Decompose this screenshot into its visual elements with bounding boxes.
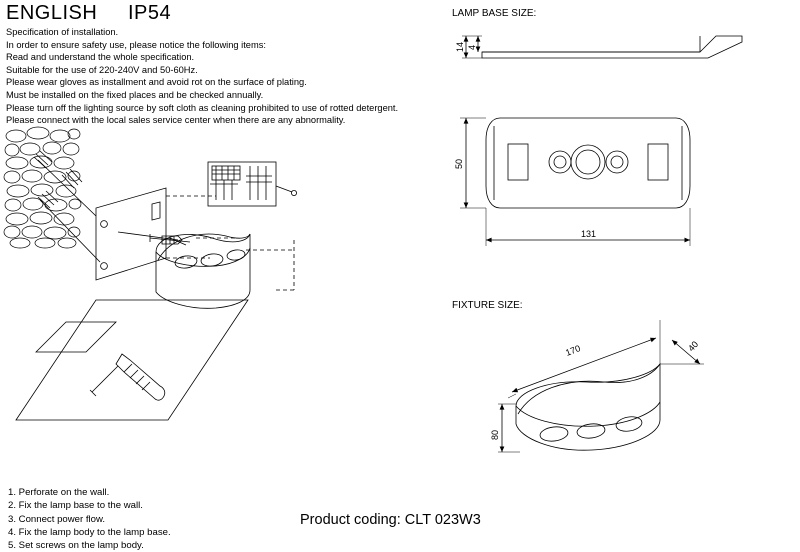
lamp-body: [156, 234, 250, 308]
installation-diagram: [4, 127, 297, 420]
specification-line: In order to ensure safety use, please notice the following items:: [6, 39, 266, 50]
specification-title: Specification of installation.: [6, 27, 119, 37]
lamp-base-side-view: [455, 36, 742, 58]
lamp-base-front-view: [454, 118, 690, 246]
step-item: 3. Connect power flow.: [8, 513, 106, 525]
dim-base-side-height: 14: [455, 41, 465, 52]
product-coding: Product coding: CLT 023W3: [300, 512, 481, 528]
stone-wall: [4, 127, 81, 248]
terminal-block: [208, 162, 276, 206]
ip-rating: IP54: [128, 2, 172, 24]
dim-base-front-width: 131: [581, 229, 597, 239]
screwdriver: [90, 354, 165, 400]
wall-anchor-upper: [34, 151, 96, 216]
lamp-base-size-label: LAMP BASE SIZE:: [452, 8, 537, 19]
step-item: 4. Fix the lamp body to the lamp base.: [8, 526, 171, 538]
terminal-leader: [276, 186, 297, 196]
fixture-3d-view: [490, 320, 704, 452]
dim-fixture-depth: 40: [686, 339, 701, 354]
step-item: 2. Fix the lamp base to the wall.: [8, 500, 143, 512]
specification-line: Suitable for the use of 220-240V and 50-60Hz.: [6, 64, 198, 75]
specification-line: Read and understand the whole specification.: [6, 52, 195, 63]
specification-line: Please turn off the lighting source by soft cloth as cleaning prohibited to use of rotted detergent.: [6, 102, 399, 113]
specification-line: Please wear gloves as installment and avoid rot on the surface of plating.: [6, 77, 307, 88]
language-title: ENGLISH: [6, 2, 98, 24]
wall-anchor-lower: [38, 191, 190, 262]
assembly-guides: [166, 196, 294, 290]
dim-fixture-length: 170: [564, 343, 582, 358]
step-item: 5. Set screws on the lamp body.: [8, 540, 144, 552]
specification-line: Please connect with the local sales service center when there are any abnormality.: [6, 115, 346, 126]
dim-fixture-height: 80: [490, 429, 500, 440]
dim-base-side-thickness: 4: [467, 44, 477, 50]
work-surface: [16, 300, 248, 420]
fixture-size-label: FIXTURE SIZE:: [452, 300, 523, 311]
specification-line: Must be installed on the fixed places and be checked annually.: [6, 89, 264, 100]
step-item: 1. Perforate on the wall.: [8, 487, 110, 498]
dim-base-front-height: 50: [454, 158, 464, 169]
